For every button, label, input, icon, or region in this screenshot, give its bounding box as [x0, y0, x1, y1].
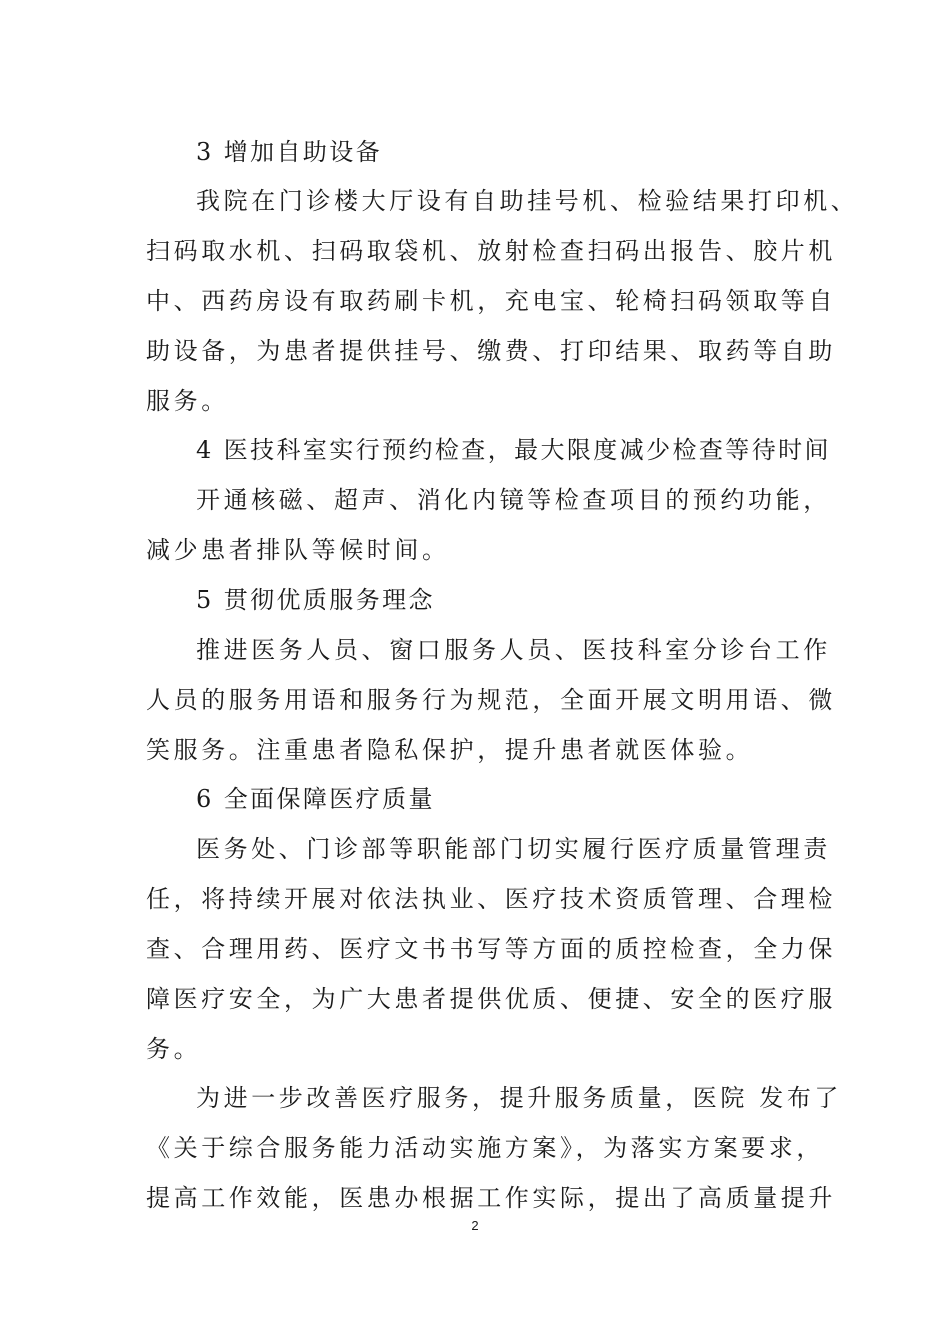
paragraph-line: 查、合理用药、医疗文书书写等方面的质控检查，全力保 [146, 935, 836, 963]
section-heading-5: 5 贯彻优质服务理念 [196, 586, 435, 614]
paragraph-line: 障医疗安全，为广大患者提供优质、便捷、安全的医疗服 [146, 985, 836, 1013]
paragraph-line: 开通核磁、超声、消化内镜等检查项目的预约功能， [196, 486, 831, 514]
paragraph-line: 笑服务。注重患者隐私保护，提升患者就医体验。 [146, 736, 754, 764]
paragraph-line: 中、西药房设有取药刷卡机，充电宝、轮椅扫码领取等自 [146, 287, 836, 315]
section-heading-6: 6 全面保障医疗质量 [196, 785, 435, 813]
paragraph-line: 为进一步改善医疗服务，提升服务质量，医院 发布了 [196, 1084, 843, 1112]
page-number: 2 [471, 1218, 479, 1233]
paragraph-line: 务。 [146, 1035, 202, 1063]
paragraph-line: 服务。 [146, 387, 229, 415]
paragraph-line: 《关于综合服务能力活动实施方案》，为落实方案要求， [146, 1134, 824, 1162]
paragraph-line: 我院在门诊楼大厅设有自助挂号机、检验结果打印机、 [196, 187, 859, 215]
paragraph-line: 推进医务人员、窗口服务人员、医技科室分诊台工作 [196, 636, 831, 664]
paragraph-line: 扫码取水机、扫码取袋机、放射检查扫码出报告、胶片机 [146, 237, 836, 265]
paragraph-line: 提高工作效能，医患办根据工作实际，提出了高质量提升 [146, 1184, 836, 1212]
paragraph-line: 人员的服务用语和服务行为规范，全面开展文明用语、微 [146, 686, 836, 714]
paragraph-line: 任，将持续开展对依法执业、医疗技术资质管理、合理检 [146, 885, 836, 913]
paragraph-line: 减少患者排队等候时间。 [146, 536, 450, 564]
section-heading-3: 3 增加自助设备 [196, 138, 383, 166]
paragraph-line: 医务处、门诊部等职能部门切实履行医疗质量管理责 [196, 835, 831, 863]
section-heading-4: 4 医技科室实行预约检查，最大限度减少检查等待时间 [196, 436, 831, 464]
paragraph-line: 助设备，为患者提供挂号、缴费、打印结果、取药等自助 [146, 337, 836, 365]
